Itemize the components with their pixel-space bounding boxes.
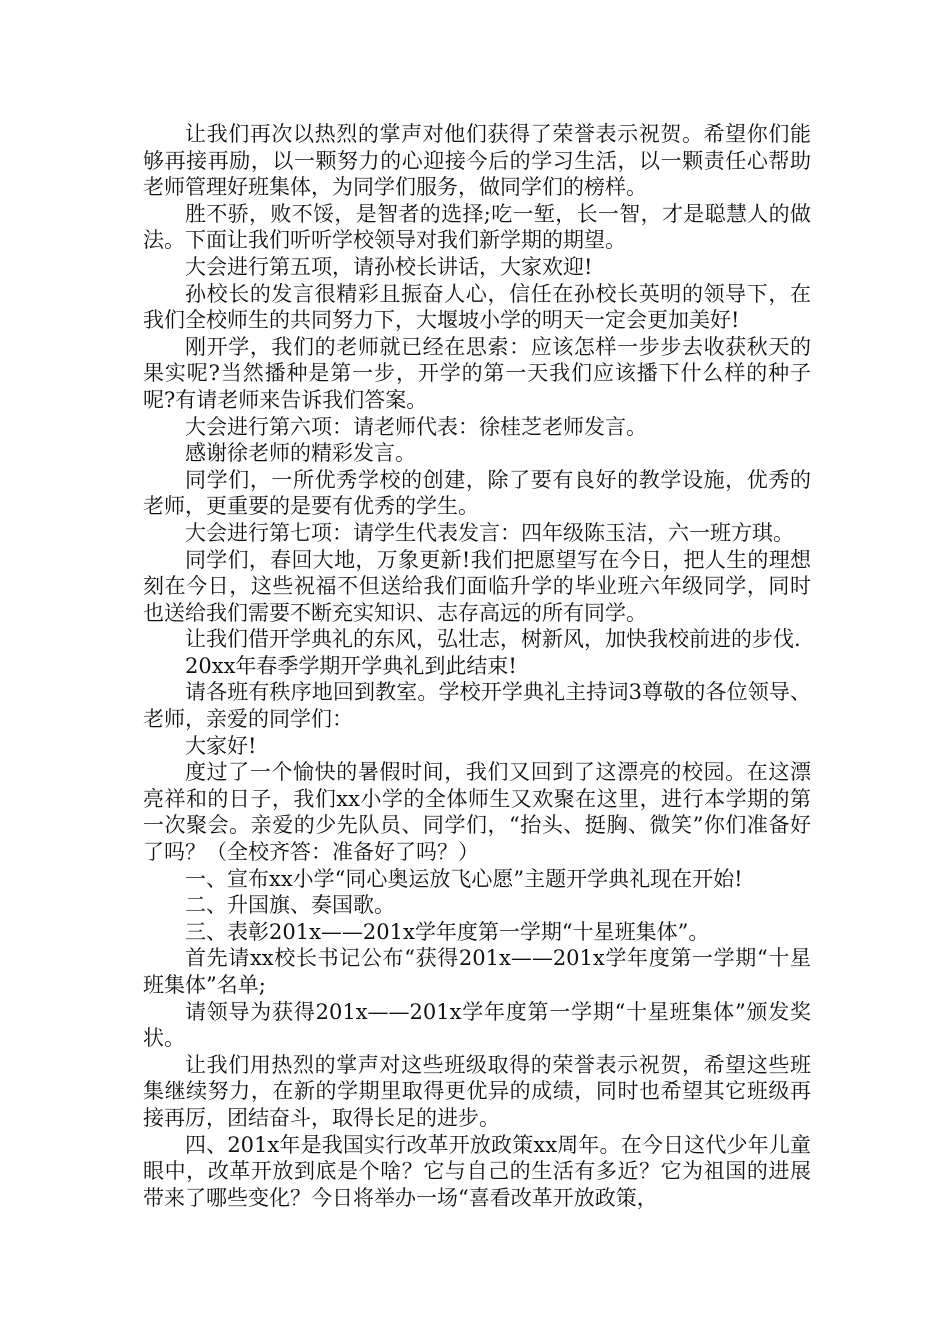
paragraph-7: 感谢徐老师的精彩发言。 xyxy=(185,441,416,466)
paragraph-20: 请领导为获得201x——201x学年度第一学期“十星班集体”颁发奖状。 xyxy=(143,999,811,1051)
paragraph-11: 让我们借开学典礼的东风，弘壮志，树新风，加快我校前进的步伐. xyxy=(185,627,801,652)
paragraph-21: 让我们用热烈的掌声对这些班级取得的荣誉表示祝贺，希望这些班集继续努力，在新的学期里取得更优异的成绩，同时也希望其它班级再接再厉，团结奋斗，取得长足的进步。 xyxy=(143,1052,811,1130)
paragraph-17: 二、升国旗、奏国歌。 xyxy=(185,893,395,918)
paragraph-22: 四、201x年是我国实行改革开放政策xx周年。在今日这代少年儿童眼中，改革开放到底是个啥？它与自己的生活有多近？它为祖国的进展带来了哪些变化？今日将举办一场“喜看改革开放政策， xyxy=(143,1132,811,1210)
paragraph-18: 三、表彰201x——201x学年度第一学期“十星班集体”。 xyxy=(185,919,710,944)
paragraph-8: 同学们，一所优秀学校的创建，除了要有良好的教学设施，优秀的老师，更重要的是要有优秀的学生。 xyxy=(143,467,811,519)
paragraph-19: 首先请xx校长书记公布“获得201x——201x学年度第一学期“十星班集体”名单; xyxy=(143,946,811,997)
paragraph-9: 大会进行第七项：请学生代表发言：四年级陈玉洁，六一班方琪。 xyxy=(185,520,794,545)
paragraph-6: 大会进行第六项：请老师代表：徐桂芝老师发言。 xyxy=(185,414,647,439)
paragraph-12: 20xx年春季学期开学典礼到此结束! xyxy=(185,653,517,678)
paragraph-4: 孙校长的发言很精彩且振奋人心，信任在孙校长英明的领导下，在我们全校师生的共同努力下，大堰坡小学的明天一定会更加美好! xyxy=(143,281,811,333)
paragraph-14: 大家好! xyxy=(185,733,257,758)
paragraph-5: 刚开学，我们的老师就已经在思索：应该怎样一步步去收获秋天的果实呢?当然播种是第一步，开学的第一天我们应该播下什么样的种子呢?有请老师来告诉我们答案。 xyxy=(143,334,811,412)
paragraph-15: 度过了一个愉快的暑假时间，我们又回到了这漂亮的校园。在这漂亮祥和的日子，我们xx小学的全体师生又欢聚在这里，进行本学期的第一次聚会。亲爱的少先队员、同学们，“抬头、挺胸、微笑”你们准备好了吗？（全校齐答：准备好了吗？） xyxy=(143,760,811,865)
paragraph-1: 让我们再次以热烈的掌声对他们获得了荣誉表示祝贺。希望你们能够再接再励，以一颗努力的心迎接今后的学习生活，以一颗责任心帮助老师管理好班集体，为同学们服务，做同学们的榜样。 xyxy=(143,122,811,200)
paragraph-16: 一、宣布xx小学“同心奥运放飞心愿”主题开学典礼现在开始! xyxy=(185,866,743,891)
paragraph-13: 请各班有秩序地回到教室。学校开学典礼主持词3尊敬的各位领导、老师，亲爱的同学们： xyxy=(143,680,811,732)
document-body xyxy=(143,121,811,1211)
paragraph-2: 胜不骄，败不馁，是智者的选择;吃一堑，长一智，才是聪慧人的做法。下面让我们听听学校领导对我们新学期的期望。 xyxy=(143,201,811,253)
paragraph-10: 同学们，春回大地，万象更新!我们把愿望写在今日，把人生的理想刻在今日，这些祝福不但送给我们面临升学的毕业班六年级同学，同时也送给我们需要不断充实知识、志存高远的所有同学。 xyxy=(143,547,811,625)
paragraph-3: 大会进行第五项，请孙校长讲话，大家欢迎! xyxy=(185,254,593,279)
